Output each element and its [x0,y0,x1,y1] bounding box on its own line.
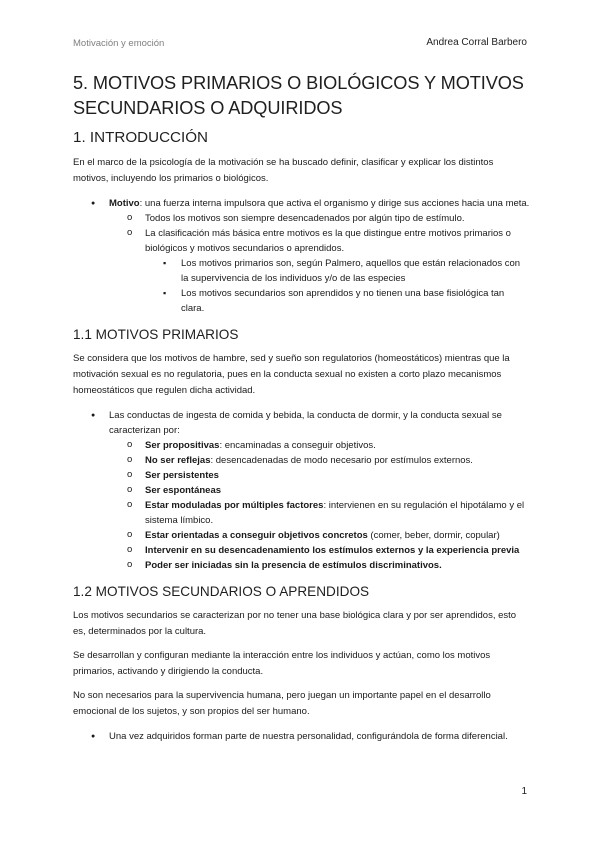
primarios-paragraph: Se considera que los motivos de hambre, sed y sueño son regulatorios (homeostáticos) mientras que la motivación sexual es no regulatoria, pues en la conducta sexual no existen a corto plazo mecanismos homeostáticos que regulen dicha actividad. [73,353,510,396]
list-item [109,408,530,573]
term-definition: : una fuerza interna impulsora que activa el organismo y dirige sus acciones hacia una meta. [139,198,530,209]
characteristic-item: o Ser persistentes [145,468,530,483]
list-item-text: Las conductas de ingesta de comida y bebida, la conducta de dormir, y la conducta sexual se caracterizan por: [109,410,502,436]
secundarios-list [109,729,530,744]
sub-list [145,211,530,316]
characteristic-item: o Poder ser iniciadas sin la presencia de estímulos discriminativos. [145,558,530,573]
list-item: ▪ Los motivos secundarios son aprendidos y no tienen una base fisiológica tan clara. [181,286,530,316]
secundarios-paragraph-2: Se desarrollan y configuran mediante la interacción entre los individuos y actúan, como los motivos primarios, activando y dirigiendo la conducta. [73,650,491,677]
characteristic-item: o Intervenir en su desencadenamiento los estímulos externos y la experiencia previa [145,543,530,558]
list-item: o Todos los motivos son siempre desencadenados por algún tipo de estímulo. [145,211,530,226]
intro-paragraph: En el marco de la psicología de la motivación se ha buscado definir, clasificar y explicar los distintos motivos, incluyendo los primarios o biológicos. [73,157,494,184]
sub-sub-list [181,256,530,316]
characteristic-item: o Estar orientadas a conseguir objetivos concretos (comer, beber, dormir, copular) [145,528,530,543]
list-item [145,226,530,316]
page-title: 5. MOTIVOS PRIMARIOS O BIOLÓGICOS Y MOTIVOS SECUNDARIOS O ADQUIRIDOS [73,73,524,118]
list-item: ● Una vez adquiridos forman parte de nuestra personalidad, configurándola de forma diferencial. [109,729,530,744]
secundarios-paragraph-1: Los motivos secundarios se caracterizan por no tener una base biológica clara y por ser aprendidos, esto es, determinados por la cultura. [73,610,517,637]
secundarios-paragraph-3: No son necesarios para la supervivencia humana, pero juegan un importante papel en el desarrollo emocional de los sujetos, y son propios del ser humano. [73,690,491,717]
section-heading-intro: 1. INTRODUCCIÓN [73,129,209,146]
page-content [73,71,530,744]
section-heading-primarios: 1.1 MOTIVOS PRIMARIOS [73,327,239,342]
characteristic-item: o Ser espontáneas [145,483,530,498]
list-item [109,196,530,316]
page-number: 1 [521,786,527,797]
characteristic-item: o No ser reflejas: desencadenadas de modo necesario por estímulos externos. [145,453,530,468]
characteristics-list [145,438,530,573]
list-item: ▪ Los motivos primarios son, según Palmero, aquellos que están relacionados con la supervivencia de los individuos y/o de las especies [181,256,530,286]
term-motivo: Motivo [109,198,140,209]
header-right: Andrea Corral Barbero [426,37,527,48]
section-heading-secundarios: 1.2 MOTIVOS SECUNDARIOS O APRENDIDOS [73,584,370,599]
primarios-list [109,408,530,573]
intro-list [109,196,530,316]
header-left: Motivación y emoción [73,38,165,49]
characteristic-item: o Estar moduladas por múltiples factores: intervienen en su regulación el hipotálamo y el sistema límbico. [145,498,530,528]
list-item-text: La clasificación más básica entre motivos es la que distingue entre motivos primarios o biológicos y motivos secundarios o aprendidos. [145,228,511,254]
characteristic-item: o Ser propositivas: encaminadas a conseguir objetivos. [145,438,530,453]
